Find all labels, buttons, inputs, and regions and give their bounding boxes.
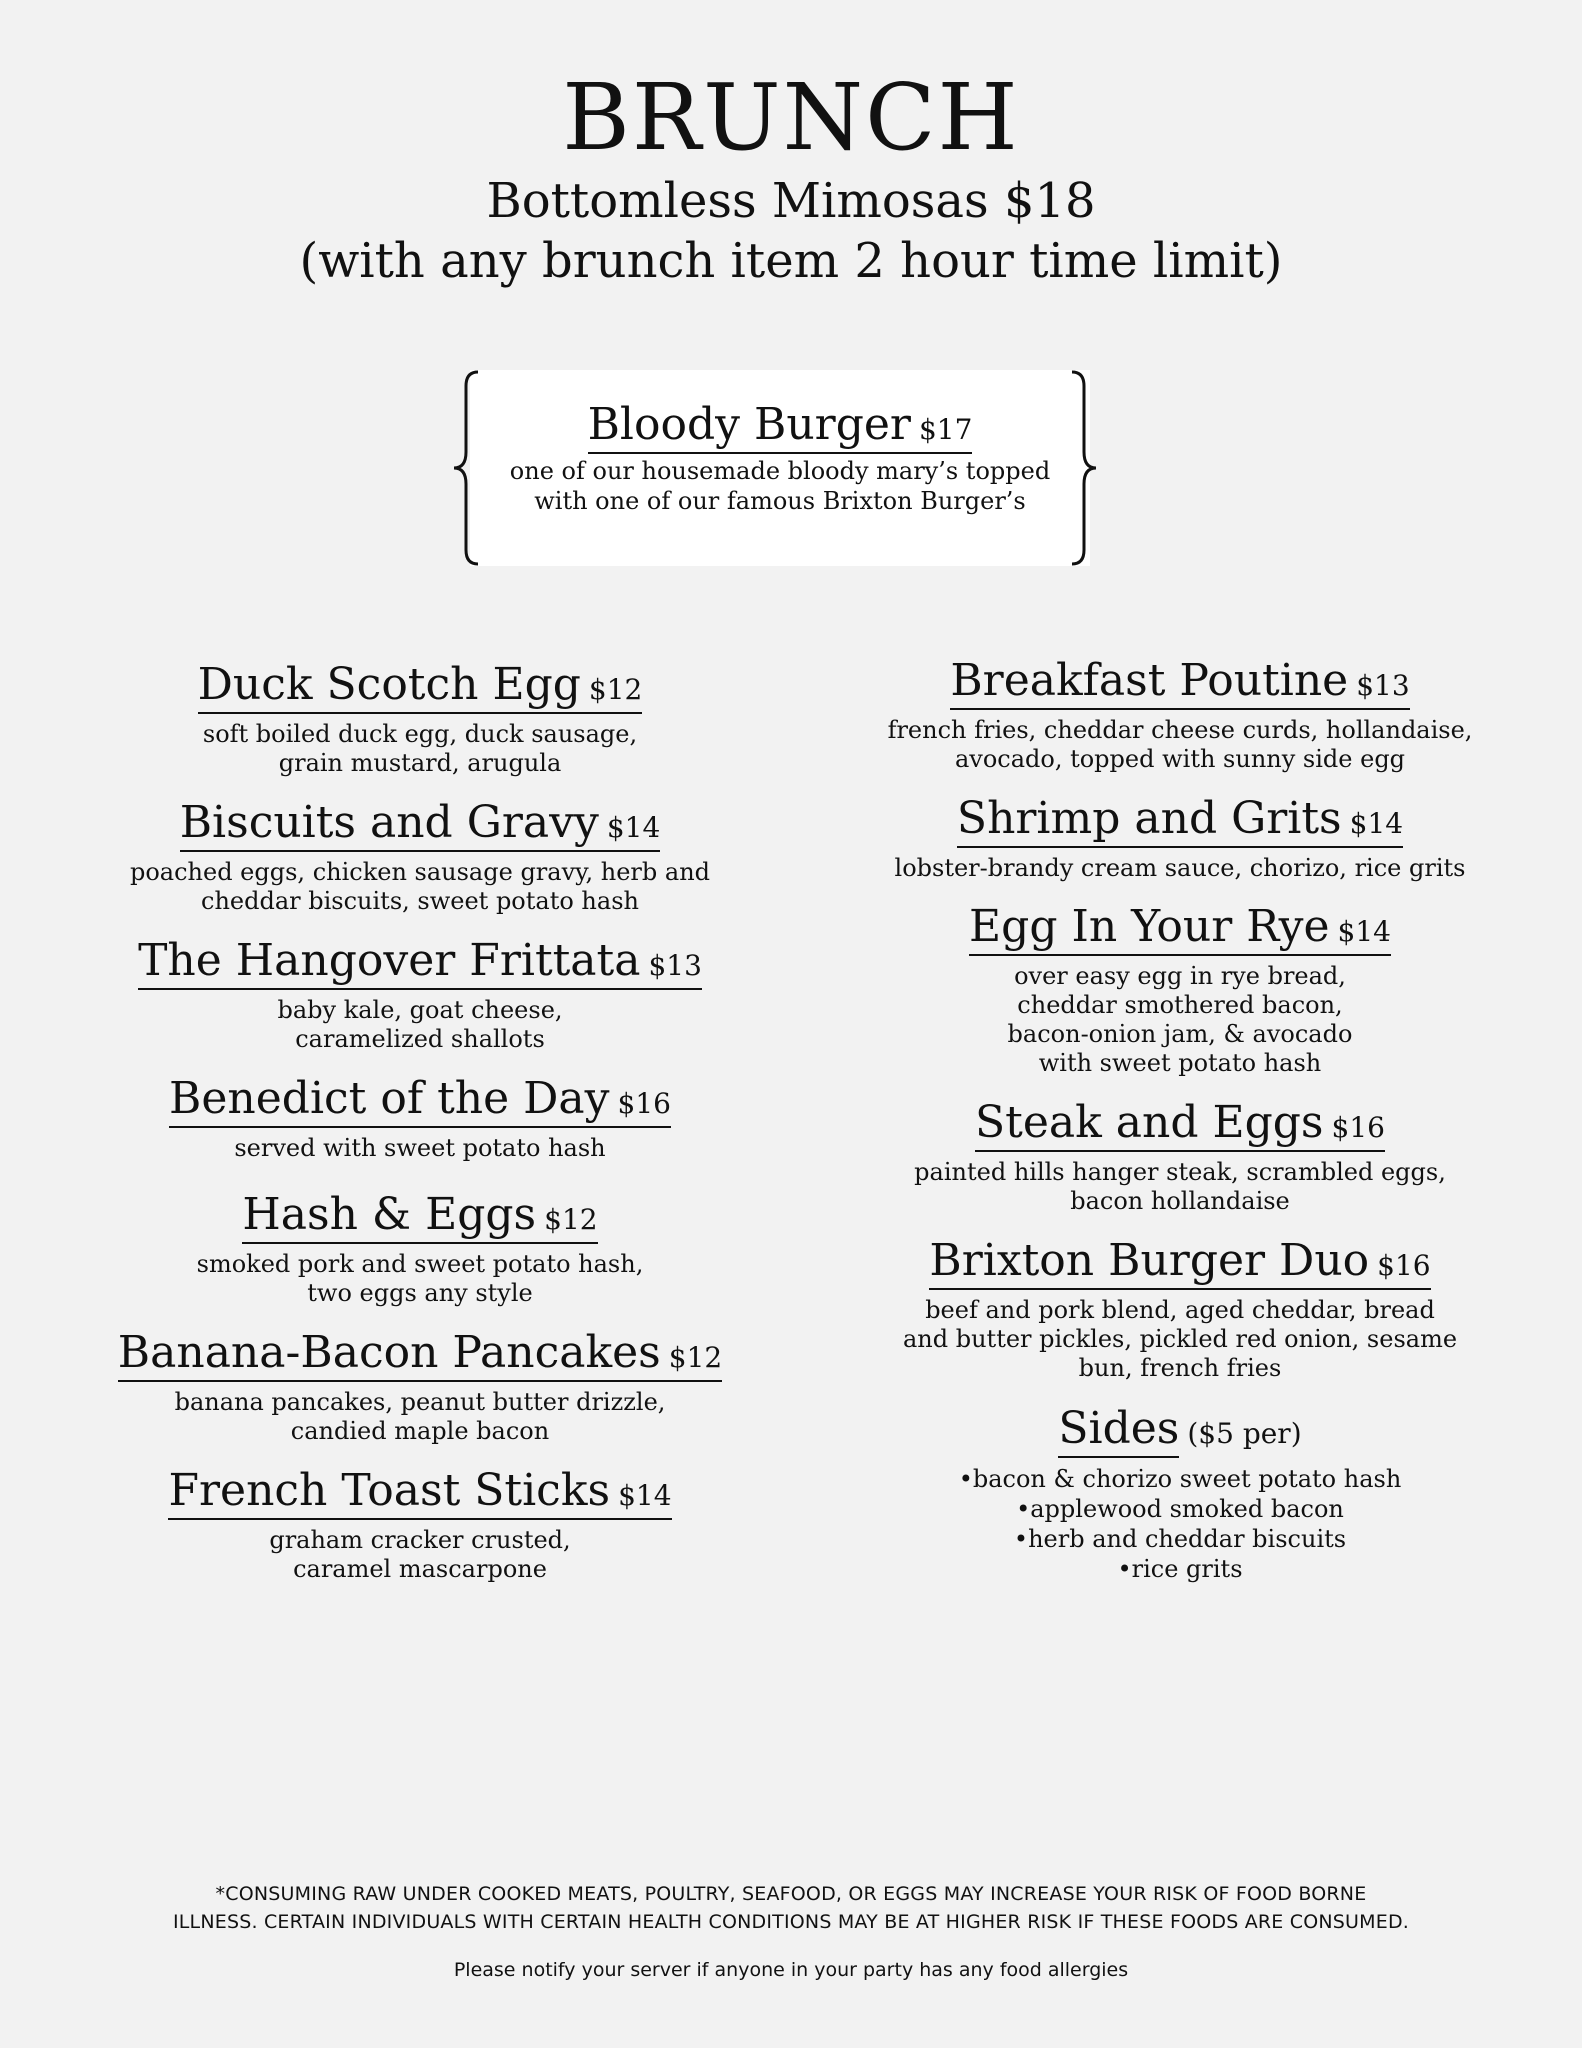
allergy-notice: Please notify your server if anyone in your party has any food allergies — [453, 1959, 1129, 1981]
featured-item-price: $17 — [918, 413, 973, 446]
item-price: $14 — [606, 811, 661, 844]
menu-item — [100, 1074, 740, 1163]
item-price: $14 — [1337, 915, 1391, 948]
menu-item — [100, 1466, 740, 1584]
mimosa-condition: (with any brunch item 2 hour time limit) — [299, 233, 1283, 289]
item-name: Brixton Burger Duo — [929, 1235, 1370, 1286]
left-curly-brace — [452, 368, 482, 568]
sides-price-note: ($5 per) — [1187, 1417, 1302, 1450]
menu-item — [100, 798, 740, 916]
menu-item — [860, 1236, 1500, 1383]
item-description: smoked pork and sweet potato hash, two eggs any style — [196, 1250, 644, 1307]
featured-item-heading — [470, 400, 1090, 454]
sides-list — [860, 1464, 1500, 1584]
item-name: Biscuits and Gravy — [179, 797, 599, 848]
item-description: over easy egg in rye bread, cheddar smothered bacon, bacon-onion jam, & avocado with sweet potato hash — [1007, 962, 1353, 1077]
side-item: •rice grits — [1117, 1555, 1243, 1583]
food-safety-disclaimer: *CONSUMING RAW UNDER COOKED MEATS, POULTRY, SEAFOOD, OR EGGS MAY INCREASE YOUR RISK OF FOOD BORNE ILLNESS. CERTAIN INDIVIDUALS WITH CERTAIN HEALTH CONDITIONS MAY BE AT HIGHER RISK IF THESE FOODS ARE CONSUMED. — [172, 1883, 1410, 1933]
item-description: french fries, cheddar cheese curds, hollandaise, avocado, topped with sunny side egg — [887, 716, 1473, 773]
item-name: Banana-Bacon Pancakes — [117, 1327, 661, 1378]
item-description: served with sweet potato hash — [234, 1134, 606, 1162]
item-description: poached eggs, chicken sausage gravy, herb and cheddar biscuits, sweet potato hash — [129, 858, 711, 915]
item-price: $13 — [1356, 669, 1410, 702]
side-item: •applewood smoked bacon — [1016, 1495, 1344, 1523]
item-description: painted hills hanger steak, scrambled eggs, bacon hollandaise — [914, 1158, 1446, 1215]
item-price: $16 — [1377, 1249, 1431, 1282]
item-name: The Hangover Frittata — [138, 935, 641, 986]
item-name: French Toast Sticks — [168, 1465, 611, 1516]
item-name: Duck Scotch Egg — [197, 659, 581, 710]
side-item: •herb and cheddar biscuits — [1013, 1525, 1347, 1553]
menu-item — [860, 656, 1500, 774]
menu-title: BRUNCH — [562, 64, 1020, 171]
item-description: lobster-brandy cream sauce, chorizo, rice grits — [894, 854, 1466, 882]
menu-item — [860, 794, 1500, 883]
side-item: •bacon & chorizo sweet potato hash — [958, 1465, 1402, 1493]
item-price: $14 — [1349, 807, 1404, 840]
item-price: $12 — [544, 1203, 598, 1236]
mimosa-offer: Bottomless Mimosas $18 — [486, 173, 1096, 229]
item-name: Egg In Your Rye — [969, 901, 1330, 952]
item-description: baby kale, goat cheese, caramelized shallots — [277, 996, 563, 1053]
featured-item-description: one of our housemade bloody mary’s topped with one of our famous Brixton Burger’s — [509, 457, 1051, 515]
item-name: Benedict of the Day — [169, 1073, 610, 1124]
item-price: $16 — [617, 1087, 671, 1120]
menu-item — [100, 1328, 740, 1446]
featured-item-box — [470, 370, 1090, 566]
item-price: $13 — [648, 949, 702, 982]
menu-item — [860, 902, 1500, 1078]
sides-section — [860, 1404, 1500, 1584]
right-curly-brace — [1068, 368, 1098, 568]
featured-item-name: Bloody Burger — [587, 399, 911, 450]
item-price: $12 — [668, 1341, 723, 1374]
item-name: Steak and Eggs — [975, 1097, 1324, 1148]
item-name: Breakfast Poutine — [950, 655, 1349, 706]
item-description: graham cracker crusted, caramel mascarpone — [269, 1526, 571, 1583]
item-description: beef and pork blend, aged cheddar, bread and butter pickles, pickled red onion, sesame bun, french fries — [902, 1296, 1458, 1382]
item-description: banana pancakes, peanut butter drizzle, candied maple bacon — [174, 1388, 666, 1445]
item-name: Hash & Eggs — [242, 1189, 537, 1240]
menu-item — [100, 936, 740, 1054]
item-description: soft boiled duck egg, duck sausage, grain mustard, arugula — [202, 720, 638, 777]
menu-item — [100, 1190, 740, 1308]
sides-title: Sides — [1058, 1403, 1180, 1454]
item-name: Shrimp and Grits — [956, 793, 1342, 844]
item-price: $16 — [1331, 1111, 1385, 1144]
item-price: $14 — [618, 1479, 672, 1512]
menu-item — [860, 1098, 1500, 1216]
menu-item — [100, 660, 740, 778]
item-price: $12 — [588, 673, 643, 706]
